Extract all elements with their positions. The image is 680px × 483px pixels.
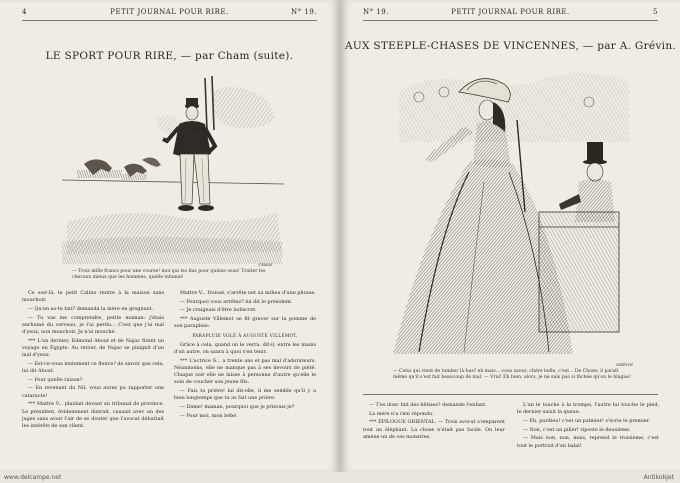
paragraph: — Pour moi, mon bébé.	[180, 412, 238, 419]
paragraph: — T'es donc fait des bêtises? demande l'enfant.	[369, 402, 487, 408]
illustration-signature: GRÉVIN	[615, 362, 633, 367]
illustration-sport	[62, 72, 284, 264]
paragraph: *** L'actrice S... a trente ans et pas mal d'adorateurs. Néanmoins, elle ne manque pas à ses devoirs de piété. Chaque soir elle ne laisse à personne d'autre qu'elle le soin de coucher son jeune fils.	[174, 357, 316, 386]
paragraph: L'un le touche à la trompe, l'autre lui touche le pied, le dernier saisit la queue.	[517, 402, 659, 416]
paragraph: — Tu vas me comprendre, petite maman: j'étais enrhumé du cerveau, je l'ai perdu... C'est que j'ai mal d'yeux, non mouchoir. Je n'ai mouché.	[22, 314, 164, 336]
text-column-2	[517, 402, 659, 451]
paragraph: *** ÉPILOGUE ORIENTAL. — Trois avocat s'emparent tout un éléphant. La chose n'était pas facile. On leur amène un de ces monstres.	[363, 419, 505, 440]
paragraph: — Pourquoi vous arrêtez? lui dit le président.	[180, 298, 293, 305]
paragraph: Grâce à cela, quand on le verra, dit-il, entre les mains d'un autre, on saura à quoi s'en tenir.	[174, 341, 316, 355]
left-running-head	[22, 6, 317, 21]
caption-text: — Trois mille francs pour une course! moi qui les fais pour quinze sous! Traiter les chevaux mieux que les hommes, quelle infamie!	[72, 269, 266, 280]
text-column-1	[363, 402, 505, 443]
paragraph: — Pour quelle raison?	[28, 376, 83, 383]
running-title: PETIT JOURNAL POUR RIRE.	[110, 8, 229, 16]
paragraph: Ce soir-là, le petit Calino rentre à la maison sans mouchoir.	[22, 290, 164, 304]
page-number: 4	[22, 8, 27, 16]
issue-number: N° 19.	[363, 8, 389, 16]
text-column-2	[174, 290, 316, 421]
left-page	[0, 0, 339, 472]
section-divider	[363, 394, 658, 395]
inscription-heading: PARAPLUIE VOLÉ À AUGUSTE VILLEMOT.	[192, 333, 298, 339]
text-column-1	[22, 290, 164, 432]
page-number: 5	[653, 8, 658, 16]
caption-text: — Celui qui vient de tomber là-bas? eh mais... vous savez, chère belle, c'est... De Chose; il paraît même qu'il s'est fait beaucoup de mal. — Vrai! Eh bien, alors, je ne suis pas si fâchée qu'on le blague!	[393, 369, 631, 380]
paragraph: — Fais ta prière! lui dit-elle, il me semble qu'il y a bien longtemps que tu as fait une prière.	[174, 387, 316, 402]
footer-watermark-left: www.delcampe.net	[4, 474, 62, 481]
illustration-steeple-chase	[389, 62, 639, 362]
paragraph: — Eh, pardieu! c'est un palmier! s'écrie le premier.	[523, 417, 651, 424]
issue-number: N° 19.	[291, 8, 317, 16]
paragraph: *** Mattre V... plaidait devant un tribunal de province. Le président, évidemment distrait, causait avec un des juges sans avoir l'air de se douter que l'avocat débattait les intérêts de son client.	[22, 401, 164, 429]
paragraph: *** L'un dernier, Edmond About et de Najac firent un voyage en Égypte. Au retour, de Najac se plaignit d'un mal d'yeux.	[22, 337, 164, 359]
right-page	[341, 0, 680, 472]
illustration-caption	[393, 362, 633, 381]
illustration-caption	[72, 262, 272, 281]
illustration-signature: CHAM	[258, 262, 272, 267]
paragraph: — En revenant du Nil, vous aurez pu rapporter une cataracte!	[22, 385, 164, 399]
paragraph: — Qu'en as-tu fait? demanda la mère en grognant.	[28, 305, 154, 312]
paragraph: Mattre V... froissé, s'arrête net au milieu d'une phrase.	[180, 290, 316, 296]
paragraph: — Mais non, non, mais, reprend le troisième, c'est tout le portrait d'un balai!	[517, 435, 659, 449]
paragraph: — Non, c'est un pilier! riposte le deuxième.	[523, 426, 631, 433]
paragraph: *** Auguste Villemot se fit graver sur la pomme de son parapluie:	[174, 316, 316, 330]
paragraph: La mère n'a rien répondu.	[369, 410, 434, 417]
article-title: AUX STEEPLE-CHASES DE VINCENNES, — par A. Grévin.	[344, 40, 677, 52]
paragraph: — Je craignais d'être indiscret.	[180, 307, 257, 314]
paragraph: — Dame! maman, pourquoi que je prierais-je?	[180, 403, 295, 410]
running-title: PETIT JOURNAL POUR RIRE.	[451, 8, 570, 16]
footer-watermark-right: Antikobjet	[643, 474, 674, 481]
paragraph: — Est-ce-vous lentement ce fleuve? de savoir que cela, lui dit About.	[22, 360, 164, 375]
article-title: LE SPORT POUR RIRE, — par Cham (suite).	[45, 50, 294, 62]
right-running-head	[363, 6, 658, 21]
